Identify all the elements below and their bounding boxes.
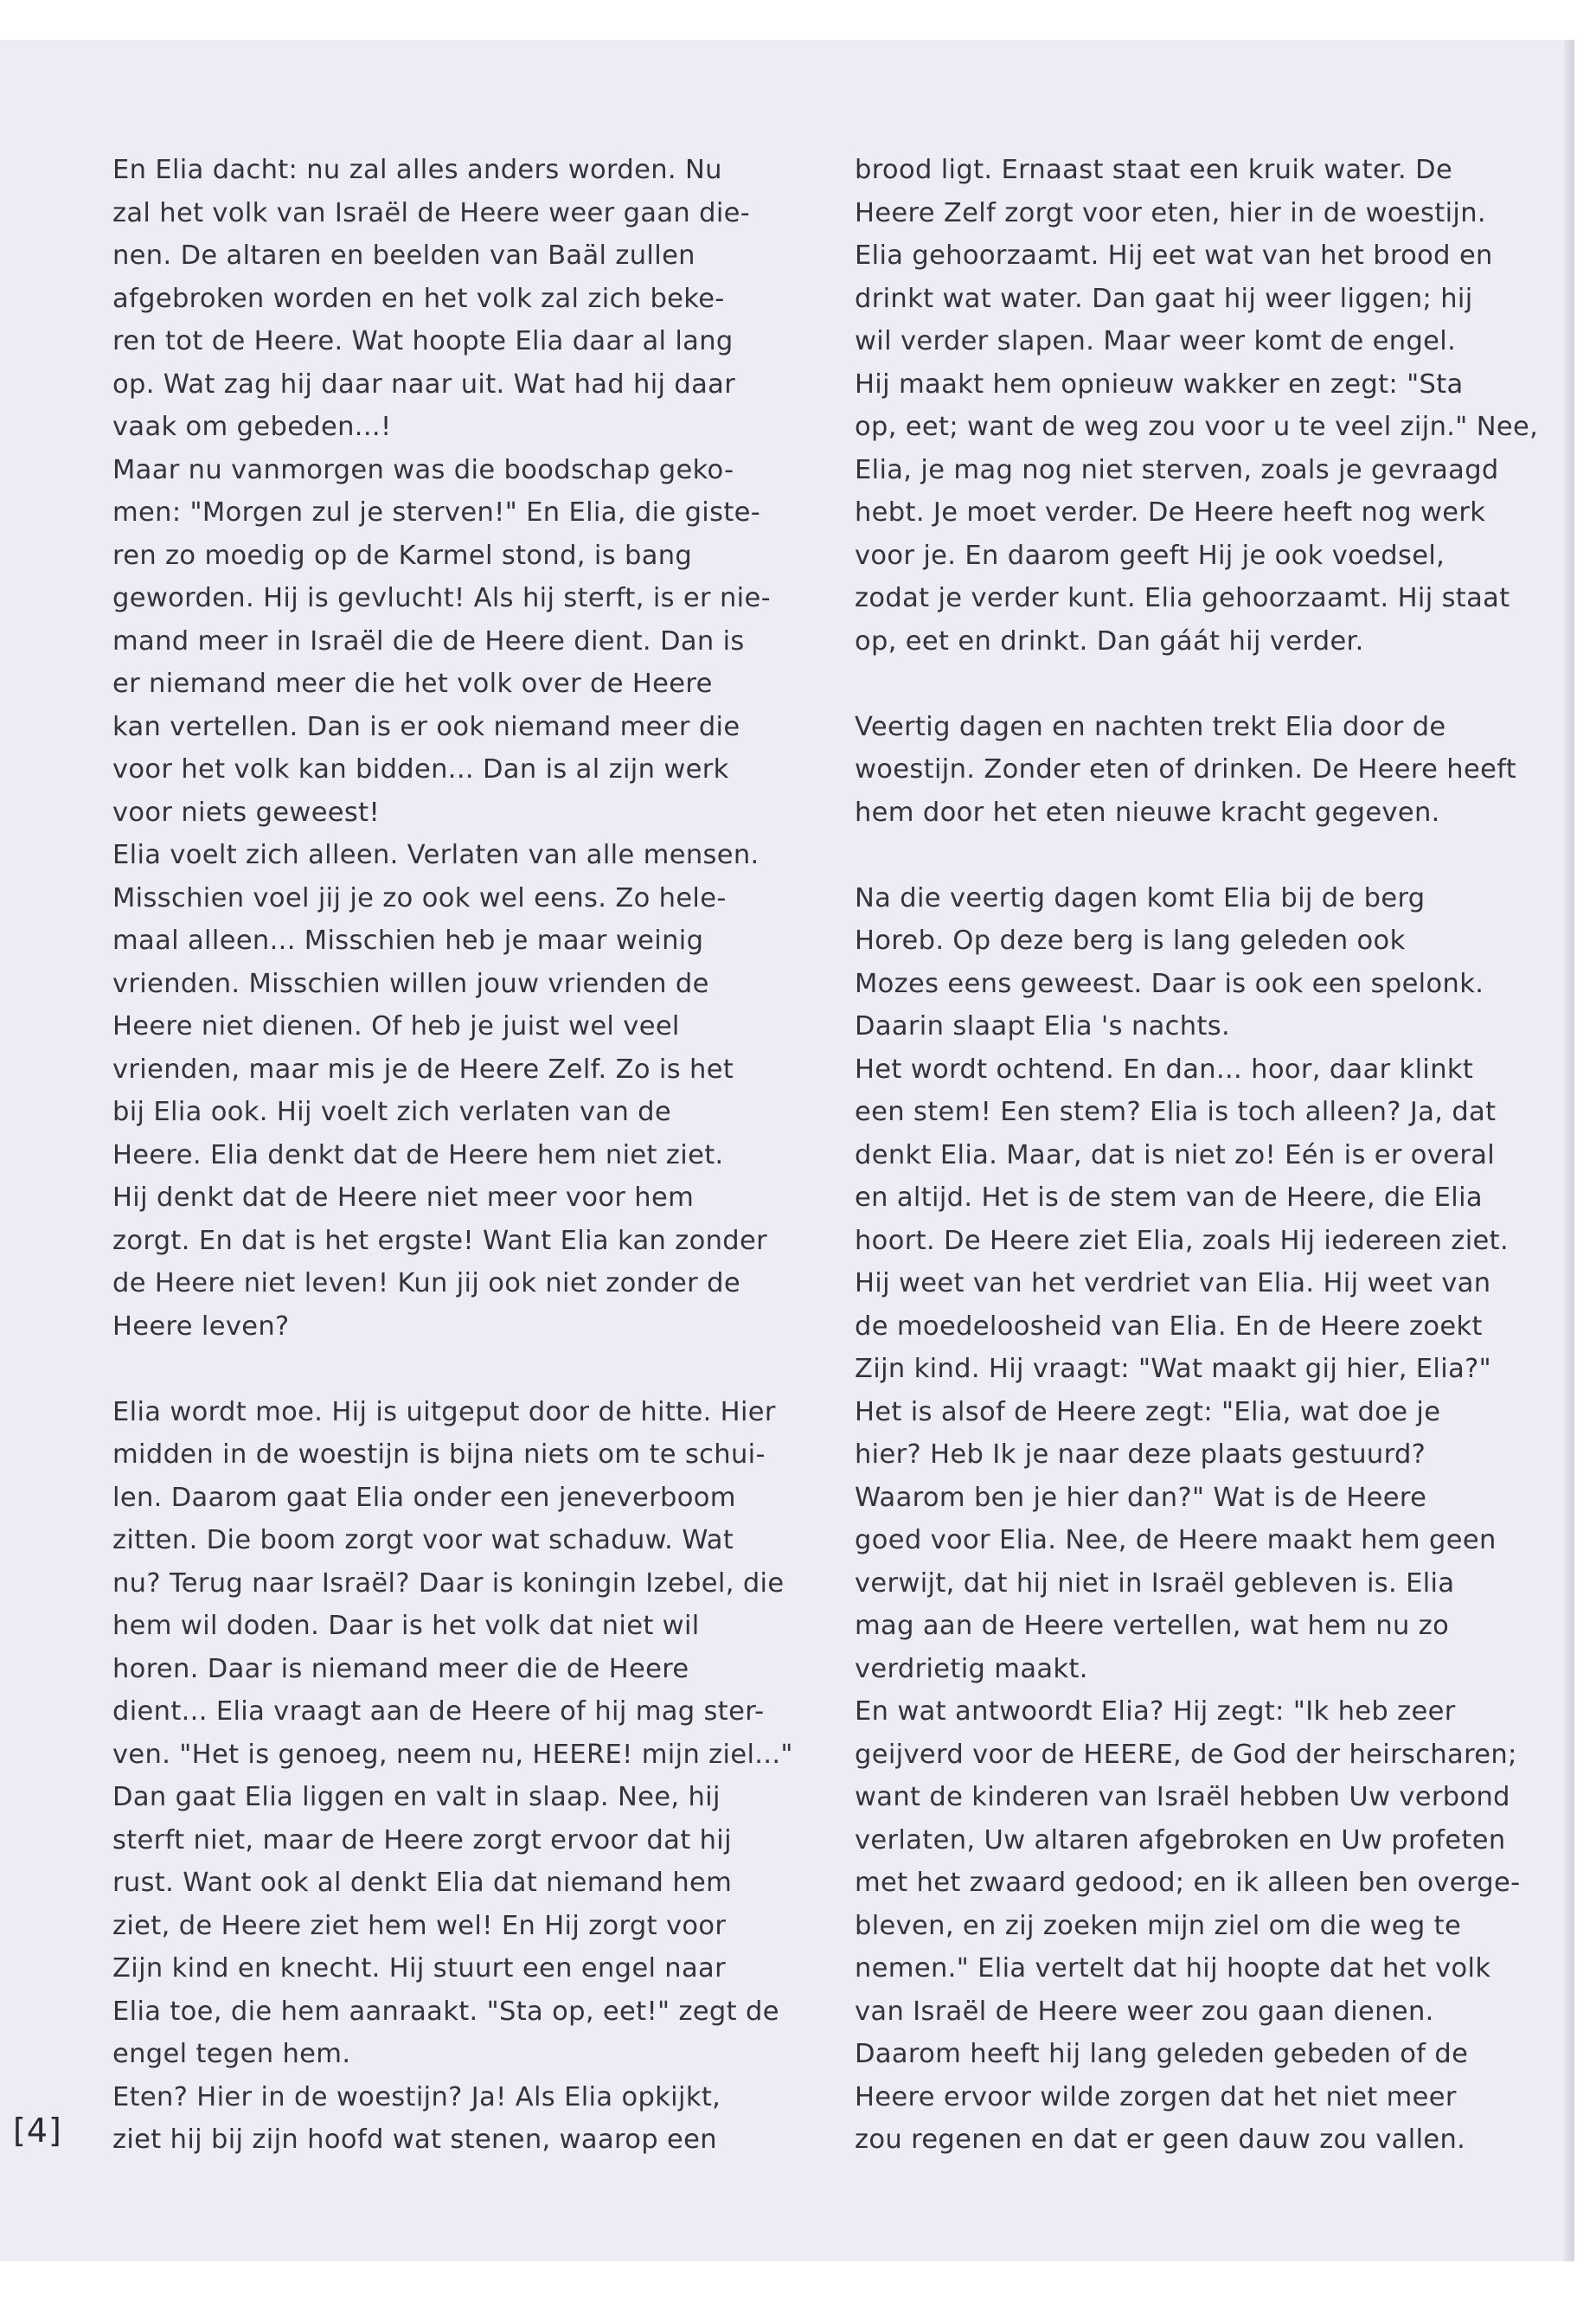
text-line: zorgt. En dat is het ergste! Want Elia kan zonder [112, 1225, 767, 1256]
scan-top-margin [0, 0, 1596, 40]
text-line: bij Elia ook. Hij voelt zich verlaten van de [112, 1097, 671, 1127]
text-line: geijverd voor de HEERE, de God der heirscharen; [855, 1739, 1517, 1770]
paragraph-gap [855, 663, 1495, 706]
text-line: nu? Terug naar Israël? Daar is koningin Izebel, die [112, 1567, 785, 1599]
text-line: Elia gehoorzaamt. Hij eet wat van het brood en [855, 240, 1493, 271]
text-line: Eten? Hier in de woestijn? Ja! Als Elia opkijkt, [112, 2081, 721, 2112]
text-line: Hij denkt dat de Heere niet meer voor hem [112, 1183, 695, 1213]
text-line: Zijn kind. Hij vraagt: "Wat maakt gij hier, Elia?" [855, 1354, 1492, 1384]
paragraph-gap [112, 1348, 753, 1391]
text-line: zodat je verder kunt. Elia gehoorzaamt. Hij staat [855, 583, 1510, 613]
text-line: kan vertellen. Dan is er ook niemand meer die [112, 711, 740, 742]
text-line: rust. Want ook al denkt Elia dat niemand hem [112, 1868, 733, 1898]
text-line: Horeb. Op deze berg is lang geleden ook [855, 926, 1406, 956]
text-line: zitten. Die boom zorgt voor wat schaduw. Wat [112, 1525, 734, 1555]
text-line: geworden. Hij is gevlucht! Als hij sterft, is er nie- [112, 583, 771, 613]
left-text-column [112, 149, 793, 2162]
text-line: verdrietig maakt. [855, 1653, 1088, 1684]
text-line: op, eet; want de weg zou voor u te veel zijn." Nee, [855, 412, 1539, 442]
text-line: drinkt wat water. Dan gaat hij weer liggen; hij [855, 283, 1473, 314]
text-line: hem door het eten nieuwe kracht gegeven. [855, 797, 1440, 828]
text-line: Elia toe, die hem aanraakt. "Sta op, eet!" zegt de [112, 1996, 779, 2027]
text-line: en altijd. Het is de stem van de Heere, die Elia [855, 1183, 1483, 1213]
text-line: verlaten, Uw altaren afgebroken en Uw profeten [855, 1824, 1506, 1856]
text-line: Na die veertig dagen komt Elia bij de berg [855, 882, 1426, 913]
text-line: hier? Heb Ik je naar deze plaats gestuurd? [855, 1439, 1426, 1470]
text-line: Het is alsof de Heere zegt: "Elia, wat doe je [855, 1396, 1441, 1427]
text-line: zou regenen en dat er geen dauw zou vallen. [855, 2125, 1466, 2155]
text-line: Heere. Elia denkt dat de Heere hem niet ziet. [112, 1139, 724, 1170]
text-line: goed voor Elia. Nee, de Heere maakt hem geen [855, 1525, 1497, 1555]
text-line: want de kinderen van Israël hebben Uw verbond [855, 1782, 1510, 1812]
scan-bottom-margin [0, 2261, 1596, 2301]
text-line: vaak om gebeden...! [112, 412, 392, 442]
text-line: midden in de woestijn is bijna niets om te schui- [112, 1439, 766, 1470]
text-line: En Elia dacht: nu zal alles anders worden. Nu [112, 155, 722, 185]
text-line: nen. De altaren en beelden van Baäl zullen [112, 240, 695, 271]
text-line: denkt Elia. Maar, dat is niet zo! Eén is er overal [855, 1139, 1496, 1170]
text-line: Dan gaat Elia liggen en valt in slaap. Nee, hij [112, 1782, 721, 1812]
text-line: Daarin slaapt Elia 's nachts. [855, 1011, 1231, 1042]
text-line: maal alleen... Misschien heb je maar weinig [112, 926, 704, 956]
text-line: zal het volk van Israël de Heere weer gaan die- [112, 197, 751, 228]
paragraph-gap [855, 834, 1495, 877]
text-line: Maar nu vanmorgen was die boodschap geko- [112, 454, 734, 485]
text-line: nemen." Elia vertelt dat hij hoopte dat het volk [855, 1953, 1491, 1984]
text-line: hoort. De Heere ziet Elia, zoals Hij iedereen ziet. [855, 1225, 1509, 1256]
text-line: Hij maakt hem opnieuw wakker en zegt: "Sta [855, 369, 1464, 400]
text-line: horen. Daar is niemand meer die de Heere [112, 1653, 689, 1684]
text-line: Elia wordt moe. Hij is uitgeput door de hitte. Hier [112, 1396, 776, 1427]
text-line: er niemand meer die het volk over de Heere [112, 669, 713, 699]
text-line: ziet hij bij zijn hoofd wat stenen, waarop een [112, 2125, 717, 2155]
text-line: len. Daarom gaat Elia onder een jeneverboom [112, 1482, 736, 1513]
page-edge-shadow [1564, 40, 1574, 2261]
text-line: mand meer in Israël die de Heere dient. Dan is [112, 625, 745, 657]
text-line: de moedeloosheid van Elia. En de Heere zoekt [855, 1311, 1483, 1342]
text-line: Heere ervoor wilde zorgen dat het niet meer [855, 2081, 1457, 2112]
text-line: Elia voelt zich alleen. Verlaten van alle mensen. [112, 840, 760, 870]
text-line: Misschien voel jij je zo ook wel eens. Zo hele- [112, 882, 727, 913]
text-line: En wat antwoordt Elia? Hij zegt: "Ik heb zeer [855, 1696, 1456, 1727]
text-line: vrienden, maar mis je de Heere Zelf. Zo is het [112, 1054, 734, 1085]
text-line: ven. "Het is genoeg, neem nu, HEERE! mijn ziel..." [112, 1739, 793, 1770]
text-line: voor het volk kan bidden... Dan is al zijn werk [112, 754, 729, 785]
text-line: engel tegen hem. [112, 2039, 351, 2069]
text-line: Hij weet van het verdriet van Elia. Hij weet van [855, 1268, 1491, 1298]
text-line: bleven, en zij zoeken mijn ziel om die weg te [855, 1910, 1462, 1941]
text-line: ren tot de Heere. Wat hoopte Elia daar al lang [112, 326, 734, 356]
text-line: dient... Elia vraagt aan de Heere of hij mag ster- [112, 1696, 765, 1727]
text-line: ziet, de Heere ziet hem wel! En Hij zorgt voor [112, 1910, 727, 1941]
text-line: ren zo moedig op de Karmel stond, is bang [112, 540, 693, 571]
text-line: wil verder slapen. Maar weer komt de engel. [855, 326, 1457, 356]
text-line: brood ligt. Ernaast staat een kruik water. De [855, 155, 1453, 185]
text-line: op. Wat zag hij daar naar uit. Wat had hij daar [112, 369, 736, 400]
right-text-column [855, 149, 1539, 2162]
text-line: Het wordt ochtend. En dan... hoor, daar klinkt [855, 1054, 1474, 1085]
text-line: Elia, je mag nog niet sterven, zoals je gevraagd [855, 454, 1499, 485]
text-line: woestijn. Zonder eten of drinken. De Heere heeft [855, 754, 1517, 785]
text-line: hem wil doden. Daar is het volk dat niet wil [112, 1611, 700, 1641]
text-line: met het zwaard gedood; en ik alleen ben overge- [855, 1868, 1521, 1898]
text-line: Veertig dagen en nachten trekt Elia door de [855, 711, 1446, 742]
page-number: [4] [13, 2112, 62, 2150]
text-line: hebt. Je moet verder. De Heere heeft nog werk [855, 497, 1486, 528]
text-line: Daarom heeft hij lang geleden gebeden of de [855, 2039, 1469, 2069]
text-line: mag aan de Heere vertellen, wat hem nu zo [855, 1611, 1450, 1641]
text-line: sterft niet, maar de Heere zorgt ervoor dat hij [112, 1824, 732, 1856]
text-line: afgebroken worden en het volk zal zich beke- [112, 283, 725, 314]
text-line: Heere Zelf zorgt voor eten, hier in de woestijn. [855, 197, 1486, 228]
text-line: de Heere niet leven! Kun jij ook niet zonder de [112, 1268, 740, 1298]
text-line: Heere leven? [112, 1311, 290, 1342]
text-line: Heere niet dienen. Of heb je juist wel veel [112, 1011, 680, 1042]
text-line: Waarom ben je hier dan?" Wat is de Heere [855, 1482, 1427, 1513]
text-line: op, eet en drinkt. Dan gáát hij verder. [855, 625, 1364, 657]
text-line: Zijn kind en knecht. Hij stuurt een engel naar [112, 1953, 726, 1984]
text-line: van Israël de Heere weer zou gaan dienen. [855, 1996, 1434, 2027]
text-line: voor niets geweest! [112, 797, 381, 828]
text-line: voor je. En daarom geeft Hij je ook voedsel, [855, 540, 1445, 571]
text-line: verwijt, dat hij niet in Israël gebleven is. Elia [855, 1567, 1455, 1599]
text-line: men: "Morgen zul je sterven!" En Elia, die giste- [112, 497, 761, 528]
text-line: vrienden. Misschien willen jouw vrienden de [112, 968, 709, 999]
text-line: een stem! Een stem? Elia is toch alleen? Ja, dat [855, 1097, 1497, 1127]
text-line: Mozes eens geweest. Daar is ook een spelonk. [855, 968, 1484, 999]
